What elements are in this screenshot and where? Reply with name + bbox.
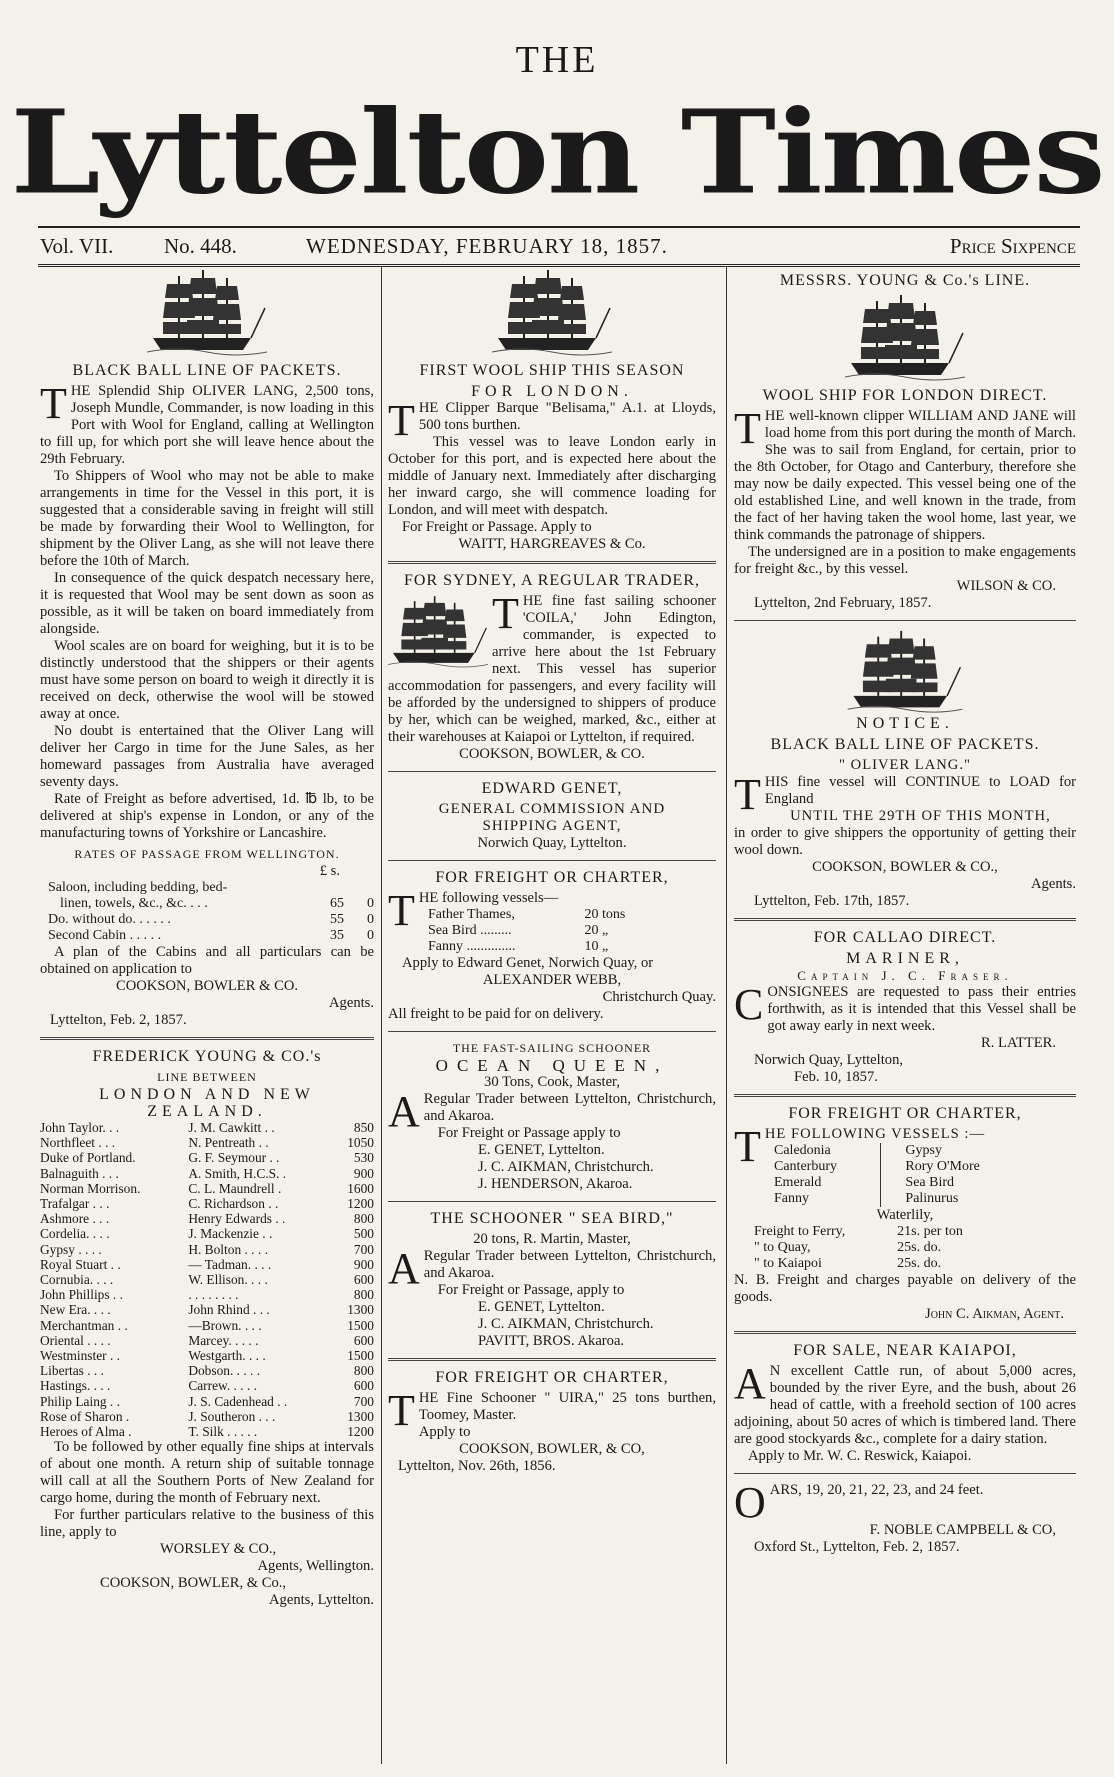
- drop-cap: A: [388, 1244, 420, 1293]
- table-row: [774, 1191, 1048, 1207]
- table-row: [40, 1120, 374, 1135]
- ad-heading: MESSRS. YOUNG & Co.'s LINE.: [779, 272, 1031, 289]
- ad-text: ARS, 19, 20, 21, 22, 23, and 24 feet.: [769, 1482, 984, 1498]
- ad-date: Norwich Quay, Lyttelton,: [754, 1052, 904, 1068]
- ship-list-ship: Duke of Portland.: [40, 1150, 136, 1166]
- ship-name: MARINER,: [846, 950, 964, 967]
- agent-title: SHIPPING AGENT,: [482, 818, 622, 834]
- ship-list-master: W. Ellison. . . .: [188, 1272, 268, 1288]
- vessel-name: Sea Bird: [905, 1175, 955, 1190]
- ad-text: Regular Trader between Lyttelton, Christchurch, and Akaroa.: [423, 1248, 716, 1281]
- rate-shillings: 0: [367, 896, 374, 911]
- ad-subheading: FOR LONDON.: [471, 383, 633, 400]
- ship-list-ship: Gypsy . . . .: [40, 1241, 102, 1257]
- ship-list-tons: 1600: [347, 1180, 374, 1196]
- drop-cap: T: [492, 589, 519, 638]
- ad-date: Feb. 10, 1857.: [794, 1069, 878, 1085]
- table-row: [774, 1175, 1048, 1191]
- rate-value: 25s. do.: [897, 1256, 942, 1271]
- notice-heading: NOTICE.: [856, 715, 954, 732]
- ad-signature: COOKSON, BOWLER, & CO.: [459, 746, 645, 762]
- vessel-name: Father Thames,: [428, 907, 515, 922]
- ship-list-master: Dobson. . . . .: [188, 1363, 261, 1379]
- table-row: [40, 1287, 374, 1302]
- table-row: [754, 1256, 1000, 1272]
- column-rule: [381, 266, 382, 1764]
- ad-text: HIS fine vessel will CONTINUE to LOAD for England: [764, 774, 1076, 807]
- rate-label: " to Quay,: [754, 1240, 811, 1255]
- ad-signature: COOKSON, BOWLER & CO.,: [812, 859, 998, 875]
- freight-rates-table: [754, 1224, 1000, 1272]
- ship-list-table: [40, 1120, 374, 1439]
- ship-list-master: J. Mackenzie . .: [188, 1226, 273, 1242]
- ship-engraving-icon: [492, 268, 612, 358]
- schooner-engraving-icon: [388, 593, 488, 671]
- ad-subheading: WOOL SHIP FOR LONDON DIRECT.: [762, 387, 1048, 404]
- table-row: [428, 939, 658, 955]
- table-row: [40, 1166, 374, 1181]
- vessel-name: Caledonia: [774, 1143, 881, 1159]
- ship-list-ship: Ashmore . . .: [40, 1211, 110, 1227]
- table-row: [40, 1181, 374, 1196]
- ad-heading: FOR SYDNEY, A REGULAR TRADER,: [403, 572, 700, 589]
- divider: [734, 1473, 1076, 1474]
- ship-tonnage: 20 tons, R. Martin, Master,: [473, 1231, 631, 1247]
- ad-subheading: LINE BETWEEN: [157, 1070, 257, 1084]
- ship-list-master: — Tadman. . . .: [188, 1256, 272, 1272]
- ad-signature: F. NOBLE CAMPBELL & CO,: [869, 1522, 1056, 1538]
- ad-text: HE Fine Schooner " UIRA," 25 tons burthen, Toomey, Master.: [418, 1390, 716, 1423]
- rate-label: " to Kaiapoi: [754, 1256, 822, 1271]
- ship-list-ship: Libertas . . .: [40, 1363, 104, 1379]
- table-row: [774, 1143, 1048, 1159]
- ship-list-ship: Philip Laing . .: [40, 1393, 120, 1409]
- drop-cap: C: [734, 980, 764, 1029]
- divider: [388, 561, 716, 564]
- ship-list-tons: 600: [353, 1332, 374, 1348]
- agent-line: J. C. AIKMAN, Christchurch.: [478, 1316, 654, 1332]
- ad-text: The undersigned are in a position to make engagements for freight &c., by this vessel.: [734, 544, 1076, 577]
- ad-heading: FOR SALE, NEAR KAIAPOI,: [793, 1342, 1017, 1359]
- vessel-tons: 20 „: [584, 923, 609, 938]
- ship-list-ship: New Era. . . .: [40, 1302, 111, 1318]
- volume: Vol. VII.: [40, 234, 114, 258]
- ship-list-ship: Westminster . .: [40, 1348, 120, 1364]
- ad-text: HE fine fast sailing schooner 'COILA,' John Edington, commander, is expected to arrive here about the 1st February next. This vessel has superior accommodation for passengers, and every facility will be afforded by the undersigned to shippers of produce by her, which can be weighed, marked, &c., either at their warehouses at Kaiapoi or Lyttelton, if required.: [388, 593, 716, 745]
- rate-value: 21s. per ton: [897, 1224, 963, 1239]
- agent-line: E. GENET, Lyttelton.: [478, 1142, 605, 1158]
- ship-engraving-icon: [845, 629, 965, 715]
- table-row: [40, 1196, 374, 1211]
- issue-number: No. 448.: [164, 234, 237, 258]
- table-row: [754, 1240, 1000, 1256]
- ship-list-tons: 850: [353, 1120, 374, 1135]
- ship-list-ship: Trafalgar . . .: [40, 1196, 110, 1212]
- ad-date: Oxford St., Lyttelton, Feb. 2, 1857.: [754, 1539, 960, 1555]
- rate-shillings: 0: [367, 928, 374, 943]
- vessel-table: [774, 1143, 1048, 1207]
- table-row: [40, 1302, 374, 1317]
- rates-table: [40, 880, 374, 944]
- table-row: [40, 912, 374, 928]
- ship-list-ship: Merchantman . .: [40, 1317, 128, 1333]
- ship-list-master: —Brown. . . .: [188, 1317, 262, 1333]
- table-row: [40, 1257, 374, 1272]
- table-row: [774, 1159, 1048, 1175]
- table-row: [40, 1363, 374, 1378]
- column-left: [40, 268, 374, 1768]
- drop-cap: A: [734, 1359, 766, 1408]
- ad-signature-role: Agents, Wellington.: [257, 1558, 374, 1575]
- ad-heading: FOR FREIGHT OR CHARTER,: [788, 1105, 1022, 1122]
- table-row: [40, 1135, 374, 1150]
- ad-text: Apply to: [418, 1424, 471, 1440]
- ship-list-tons: 1500: [347, 1348, 374, 1364]
- divider: [40, 1037, 374, 1040]
- vessel-name: Gypsy: [905, 1143, 942, 1158]
- ad-text: For Freight or Passage. Apply to: [402, 519, 592, 535]
- table-row: [40, 1348, 374, 1363]
- table-row: [40, 1150, 374, 1165]
- table-row: [428, 907, 658, 923]
- ship-list-master: J. M. Cawkitt . .: [188, 1120, 275, 1135]
- ship-list-tons: 1500: [347, 1317, 374, 1333]
- ship-list-master: J. Southeron . . .: [188, 1408, 276, 1424]
- ship-name: OCEAN QUEEN,: [435, 1056, 669, 1075]
- ship-list-tons: 1200: [347, 1424, 374, 1440]
- ad-heading: FOR FREIGHT OR CHARTER,: [435, 869, 669, 886]
- ad-text: No doubt is entertained that the Oliver Lang will deliver her Cargo in time for the June Sales, as her homeward passages from Australia have averaged seventy days.: [40, 723, 374, 790]
- ad-signature-role: Agents.: [1031, 876, 1076, 892]
- ad-route: LONDON AND NEW ZEALAND.: [99, 1086, 315, 1120]
- ship-list-tons: 800: [353, 1287, 374, 1303]
- ad-date: Lyttelton, Feb. 17th, 1857.: [754, 893, 910, 909]
- ship-list-ship: Rose of Sharon .: [40, 1408, 130, 1424]
- ship-list-master: Marcey. . . . .: [188, 1332, 259, 1348]
- ad-signature: WAITT, HARGREAVES & Co.: [458, 536, 646, 552]
- rates-units: £ s.: [319, 863, 340, 879]
- vessel-tons: 10 „: [584, 939, 609, 954]
- ad-text: HE Splendid Ship OLIVER LANG, 2,500 tons, Joseph Mundle, Commander, is now loading in this Port with Wool for England, calling at Wellington to fill up, for which port she will leave hence about the 29th February.: [40, 383, 374, 467]
- divider: [388, 860, 716, 861]
- ship-list-tons: 900: [353, 1256, 374, 1272]
- ship-list-ship: Heroes of Alma .: [40, 1424, 132, 1440]
- ship-list-master: J. S. Cadenhead . .: [188, 1393, 288, 1409]
- ad-heading: FIRST WOOL SHIP THIS SEASON: [419, 362, 685, 379]
- ship-list-tons: 1300: [347, 1408, 374, 1424]
- ad-heading: FOR FREIGHT OR CHARTER,: [435, 1369, 669, 1386]
- ad-text: For further particulars relative to the business of this line, apply to: [40, 1507, 374, 1541]
- ad-text: Apply to Mr. W. C. Reswick, Kaiapoi.: [748, 1448, 972, 1464]
- ship-engraving-icon: [147, 268, 267, 358]
- ad-heading: BLACK BALL LINE OF PACKETS.: [770, 736, 1040, 753]
- ad-signature-role: Agents, Lyttelton.: [269, 1592, 374, 1609]
- ad-date: Lyttelton, Nov. 26th, 1856.: [398, 1458, 556, 1474]
- ship-list-ship: Northfleet . . .: [40, 1135, 116, 1151]
- table-row: [40, 1394, 374, 1409]
- ship-list-master: G. F. Seymour . .: [188, 1150, 280, 1166]
- ship-list-ship: Cornubia. . . .: [40, 1272, 114, 1288]
- captain-name: Captain J. C. Fraser.: [797, 968, 1013, 983]
- divider: [734, 1094, 1076, 1097]
- drop-cap: O: [734, 1478, 766, 1527]
- ad-text: In consequence of the quick despatch necessary here, it is requested that Wool may be sent down as soon as possible, as it will be taken on board immediately from alongside.: [40, 570, 374, 637]
- ad-text: Regular Trader between Lyttelton, Christchurch, and Akaroa.: [423, 1091, 716, 1124]
- ad-signature: WILSON & CO.: [956, 578, 1056, 594]
- rate-label: Saloon, including bedding, bed-: [48, 880, 228, 895]
- ad-text: To be followed by other equally fine ships at intervals of about one month. A return ship of suitable tonnage will call at all the Southern Ports of New Zealand for cargo home, during the month of February next.: [40, 1439, 374, 1507]
- divider: [388, 771, 716, 772]
- ship-list-tons: 600: [353, 1378, 374, 1394]
- ad-signature: R. LATTER.: [981, 1035, 1056, 1051]
- ship-list-ship: Cordelia. . . .: [40, 1226, 110, 1242]
- rate-pounds: 65: [330, 896, 344, 911]
- table-row: [40, 1226, 374, 1241]
- ship-list-master: John Rhind . . .: [188, 1302, 270, 1318]
- ship-list-master: T. Silk . . . . .: [188, 1424, 258, 1440]
- newspaper-title: Lyttelton Times: [10, 85, 1104, 221]
- ad-text: To Shippers of Wool who may not be able to make arrangements in time for the Vessel in this port, it is suggested that a considerable saving in freight will still be made by forwarding their Wool to Wellington, for shipment by the Oliver Lang, as she will not leave there before the 10th of March.: [40, 468, 374, 569]
- table-row: [40, 1211, 374, 1226]
- table-row: [40, 1242, 374, 1257]
- ship-list-master: Henry Edwards . .: [188, 1211, 286, 1227]
- ad-signature: COOKSON, BOWLER, & CO,: [459, 1441, 645, 1457]
- ship-list-tons: 600: [353, 1272, 374, 1288]
- ad-heading: FOR CALLAO DIRECT.: [813, 929, 997, 946]
- vessel-name: Canterbury: [774, 1159, 881, 1175]
- rate-label: linen, towels, &c., &c. . . .: [60, 896, 208, 911]
- ship-list-ship: Norman Morrison.: [40, 1180, 141, 1196]
- column-right: [734, 268, 1076, 1768]
- ship-list-tons: 530: [353, 1150, 374, 1166]
- agent-line: E. GENET, Lyttelton.: [478, 1299, 605, 1315]
- vessel-tons: 20 tons: [584, 907, 626, 922]
- drop-cap: T: [734, 770, 761, 819]
- rate-pounds: 55: [330, 912, 344, 927]
- ad-text: N excellent Cattle run, of about 5,000 acres, bounded by the river Eyre, and the bush, about 26 head of cattle, with a freehold section of 100 acres adjoining, about 50 acres of which is timbered land. There are good stockyards &c., complete for a dairy station.: [734, 1363, 1076, 1447]
- table-row: [428, 923, 658, 939]
- ad-signature: COOKSON, BOWLER & CO.: [115, 978, 299, 994]
- rate-label: Second Cabin . . . . .: [48, 928, 162, 943]
- ship-list-ship: Balnaguith . . .: [40, 1165, 119, 1181]
- divider: [734, 620, 1076, 621]
- table-row: [40, 1272, 374, 1287]
- ad-date: Lyttelton, 2nd February, 1857.: [754, 595, 932, 611]
- ship-list-tons: 1050: [347, 1135, 374, 1151]
- ship-list-master: Carrew. . . . .: [188, 1378, 257, 1394]
- ship-list-ship: Hastings. . . .: [40, 1378, 111, 1394]
- ship-tonnage: 30 Tons, Cook, Master,: [484, 1074, 620, 1090]
- ship-engraving-icon: [845, 293, 965, 383]
- vessel-name: Fanny: [774, 1191, 881, 1207]
- ad-subheading: THE FAST-SAILING SCHOONER: [452, 1041, 652, 1055]
- column-rule: [726, 266, 727, 1764]
- vessel-table: [428, 907, 658, 955]
- ad-signature: COOKSON, BOWLER, & Co.,: [100, 1575, 287, 1592]
- table-row: [40, 1409, 374, 1424]
- ad-text: HE following vessels—: [418, 890, 559, 906]
- ship-list-tons: 900: [353, 1165, 374, 1181]
- table-row: [40, 1318, 374, 1333]
- divider: [388, 1358, 716, 1361]
- drop-cap: T: [734, 1122, 761, 1171]
- ad-text: HE Clipper Barque "Belisama," A.1. at Lloyds, 500 tons burthen.: [418, 400, 716, 433]
- ad-text: For Freight or Passage, apply to: [437, 1282, 625, 1298]
- rate-shillings: 0: [367, 912, 374, 927]
- ad-text: HE well-known clipper WILLIAM AND JANE will load home from this port during the month of March. She was to sail from England, for certain, prior to the 8th October, for Otago and Canterbury, therefore she may now be daily expected. This vessel being one of the old established Line, and well known in the trade, from the fact of her having taken the wool home, last year, we think commands the patronage of shippers.: [734, 408, 1076, 543]
- ad-heading: THE SCHOONER " SEA BIRD,": [430, 1210, 674, 1227]
- table-row: [754, 1224, 1000, 1240]
- ad-text: N. B. Freight and charges payable on delivery of the goods.: [734, 1272, 1076, 1305]
- drop-cap: T: [388, 1386, 415, 1435]
- drop-cap: A: [388, 1087, 420, 1136]
- agent-line: J. C. AIKMAN, Christchurch.: [478, 1159, 654, 1175]
- vessel-name: Waterlily,: [876, 1207, 934, 1223]
- ad-text: Apply to Edward Genet, Norwich Quay, or: [402, 955, 654, 971]
- ad-signature: John C. Aikman, Agent.: [925, 1306, 1064, 1322]
- drop-cap: T: [388, 886, 415, 935]
- vessel-name: Sea Bird .........: [428, 923, 512, 938]
- rates-heading: RATES OF PASSAGE FROM WELLINGTON.: [74, 847, 340, 861]
- divider: [388, 1031, 716, 1032]
- price: Price Sixpence: [949, 234, 1076, 258]
- ad-signature-role: Agents.: [329, 995, 374, 1011]
- ship-list-master: C. L. Maundrell .: [188, 1180, 282, 1196]
- ad-text: Wool scales are on board for weighing, but it is to be distinctly understood that the shippers or their agents must have some person on board to weigh it directly it is received on deck, otherwise the wool will be stowed away at once.: [40, 638, 374, 722]
- masthead: [0, 0, 1114, 240]
- agent-name: EDWARD GENET,: [481, 780, 623, 797]
- divider: [388, 1201, 716, 1202]
- agent-line: PAVITT, BROS. Akaroa.: [478, 1333, 625, 1349]
- rate-label: Freight to Ferry,: [754, 1224, 846, 1239]
- agent-address: Norwich Quay, Lyttelton.: [477, 835, 627, 851]
- agent-title: GENERAL COMMISSION AND: [438, 801, 666, 817]
- ship-list-tons: 700: [353, 1241, 374, 1257]
- rate-pounds: 35: [330, 928, 344, 943]
- ship-list-ship: John Taylor. . .: [40, 1120, 120, 1135]
- rate-label: Do. without do. . . . . .: [48, 912, 171, 927]
- ad-signature-role: Christchurch Quay.: [602, 989, 716, 1005]
- ship-list-ship: Oriental . . . .: [40, 1332, 111, 1348]
- agent-line: J. HENDERSON, Akaroa.: [478, 1176, 633, 1192]
- vessel-name: Emerald: [774, 1175, 881, 1191]
- ship-list-master: Westgarth. . . .: [188, 1348, 266, 1364]
- ship-list-tons: 1300: [347, 1302, 374, 1318]
- column-middle: [388, 268, 716, 1768]
- ad-signature: ALEXANDER WEBB,: [482, 972, 622, 988]
- ad-text: For Freight or Passage apply to: [437, 1125, 621, 1141]
- vessel-name: Palinurus: [905, 1191, 959, 1206]
- ship-list-tons: 500: [353, 1226, 374, 1242]
- ship-list-tons: 1200: [347, 1196, 374, 1212]
- ship-list-master: C. Richardson . .: [188, 1196, 279, 1212]
- ad-text: A plan of the Cabins and all particulars can be obtained on application to: [40, 944, 374, 977]
- table-row: [40, 1378, 374, 1393]
- ad-heading: BLACK BALL LINE OF PACKETS.: [72, 362, 342, 379]
- ad-text: HE FOLLOWING VESSELS :—: [764, 1126, 986, 1142]
- ad-date: Lyttelton, Feb. 2, 1857.: [50, 1012, 187, 1028]
- ship-list-ship: John Phillips . .: [40, 1287, 123, 1303]
- vessel-name: Rory O'More: [905, 1159, 980, 1174]
- ship-list-tons: 700: [353, 1393, 374, 1409]
- drop-cap: T: [734, 404, 761, 453]
- drop-cap: T: [388, 396, 415, 445]
- ship-list-master: H. Bolton . . . .: [188, 1241, 268, 1257]
- ship-list-tons: 800: [353, 1211, 374, 1227]
- ad-text: All freight to be paid for on delivery.: [388, 1006, 604, 1022]
- ad-text-emphasis: UNTIL THE 29TH OF THIS MONTH,: [790, 808, 1051, 824]
- ship-list-master: A. Smith, H.C.S. .: [188, 1165, 287, 1181]
- table-row: [40, 880, 374, 896]
- vessel-name: Fanny ..............: [428, 939, 516, 954]
- ship-name: " OLIVER LANG.": [839, 757, 971, 773]
- ship-list-ship: Royal Stuart . .: [40, 1256, 121, 1272]
- table-row: [40, 896, 374, 912]
- ad-text: Rate of Freight as before advertised, 1d. ℔ lb, to be delivered at ship's expense in London, or any of the manufacturing towns of Yorkshire or Lancashire.: [40, 791, 374, 841]
- ad-text: ONSIGNEES are requested to pass their entries forthwith, as it is intended that this Vessel shall be got away early in next week.: [767, 984, 1076, 1034]
- divider: [734, 1331, 1076, 1334]
- ship-list-tons: 800: [353, 1363, 374, 1379]
- masthead-the: THE: [515, 39, 599, 81]
- table-row: [40, 1333, 374, 1348]
- issue-date: WEDNESDAY, FEBRUARY 18, 1857.: [306, 234, 668, 258]
- table-row: [40, 928, 374, 944]
- rate-value: 25s. do.: [897, 1240, 942, 1255]
- ad-signature: WORSLEY & CO.,: [160, 1541, 277, 1558]
- ship-list-master: N. Pentreath . .: [188, 1135, 269, 1151]
- table-row: [40, 1424, 374, 1439]
- issue-info-bar: [38, 226, 1080, 267]
- ship-list-master: . . . . . . . .: [188, 1287, 239, 1303]
- ad-text: in order to give shippers the opportunity of getting their wool down.: [734, 825, 1076, 858]
- drop-cap: T: [40, 379, 67, 428]
- divider: [734, 918, 1076, 921]
- ad-text: This vessel was to leave London early in October for this port, and is expected here about the middle of January next. Immediately after discharging her inward cargo, she will commence loading for London, and will meet with despatch.: [388, 434, 716, 518]
- ad-heading: FREDERICK YOUNG & CO.'s: [92, 1048, 322, 1065]
